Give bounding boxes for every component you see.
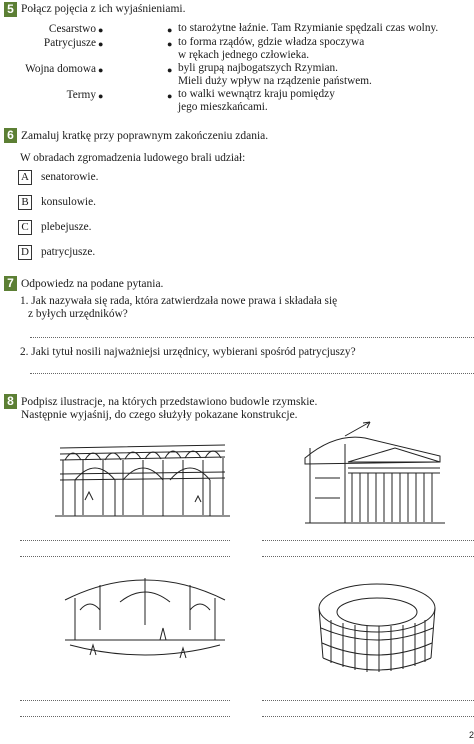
label-line-2b[interactable]: [262, 556, 474, 557]
label-line-2a[interactable]: [262, 540, 474, 541]
definition-2: [178, 36, 364, 61]
option-c-text: plebejusze.: [41, 221, 92, 233]
exercise-7-title: Odpowiedz na podane pytania.: [21, 278, 164, 290]
question-1: [20, 295, 337, 320]
answer-line-2[interactable]: [30, 373, 474, 374]
page-number: 2: [468, 730, 474, 740]
exercise-5-title: Połącz pojęcia z ich wyjaśnieniami.: [21, 3, 186, 15]
exercise-5-number: 5: [4, 2, 17, 17]
definition-line: to walki wewnątrz kraju pomiędzy: [178, 88, 335, 100]
label-line-3b[interactable]: [20, 716, 230, 717]
definition-dot[interactable]: ●: [167, 65, 173, 75]
exercise-6-title: Zamaluj kratkę przy poprawnym zakończeniu zdania.: [21, 130, 269, 142]
option-c-checkbox[interactable]: C: [18, 220, 32, 235]
definition-line: Mieli duży wpływ na rządzenie państwem.: [178, 74, 372, 87]
definition-dot[interactable]: ●: [167, 39, 173, 49]
definition-3: [178, 62, 372, 87]
exercise-7-number: 7: [4, 276, 17, 291]
question-1-line: 1. Jak nazywała się rada, która zatwierdzała nowe prawa i składała się: [20, 295, 338, 307]
term-cesarstwo: Cesarstwo: [48, 23, 96, 35]
term-termy: Termy: [66, 89, 96, 101]
label-line-3a[interactable]: [20, 700, 230, 701]
option-d-text: patrycjusze.: [41, 246, 96, 258]
option-a-checkbox[interactable]: A: [18, 170, 32, 185]
definition-line: to forma rządów, gdzie władza spoczywa: [178, 36, 365, 48]
exercise-8-number: 8: [4, 394, 17, 409]
definition-line: byli grupą najbogatszych Rzymian.: [178, 62, 338, 74]
term-dot[interactable]: ●: [98, 65, 104, 75]
definition-dot[interactable]: ●: [167, 91, 173, 101]
term-wojna-domowa: Wojna domowa: [25, 63, 96, 75]
option-b-checkbox[interactable]: B: [18, 195, 32, 210]
term-dot[interactable]: ●: [98, 25, 104, 35]
label-line-4b[interactable]: [262, 716, 474, 717]
pantheon-illustration: [300, 418, 450, 528]
definition-line: jego mieszkańcami.: [178, 100, 268, 113]
exercise-6-number: 6: [4, 128, 17, 143]
exercise-8-title-line: Podpisz ilustracje, na których przedstawiono budowle rzymskie.: [21, 396, 318, 408]
option-d-checkbox[interactable]: D: [18, 245, 32, 260]
option-a-text: senatorowie.: [41, 171, 99, 183]
question-2: [20, 346, 356, 359]
definition-dot[interactable]: ●: [167, 25, 173, 35]
colosseum-illustration: [315, 578, 440, 678]
question-1-line: z byłych urzędników?: [28, 307, 128, 320]
roman-baths-illustration: [60, 570, 230, 670]
definition-1: [178, 22, 438, 35]
question-2-line: 2. Jaki tytuł nosili najważniejsi urzędnicy, wybierani spośród patrycjuszy?: [20, 346, 356, 358]
label-line-1a[interactable]: [20, 540, 230, 541]
term-dot[interactable]: ●: [98, 91, 104, 101]
label-line-4a[interactable]: [262, 700, 474, 701]
exercise-8-title-line: Następnie wyjaśnij, do czego służyły pokazane konstrukcje.: [21, 408, 298, 421]
definition-4: [178, 88, 335, 113]
answer-line-1[interactable]: [30, 337, 474, 338]
term-dot[interactable]: ●: [98, 39, 104, 49]
option-b-text: konsulowie.: [41, 196, 96, 208]
exercise-6-prompt: W obradach zgromadzenia ludowego brali udział:: [20, 152, 246, 164]
term-patrycjusze: Patrycjusze: [43, 37, 96, 49]
exercise-8-title: [21, 396, 317, 421]
definition-line: to starożytne łaźnie. Tam Rzymianie spędzali czas wolny.: [178, 22, 439, 34]
definition-line: w rękach jednego człowieka.: [178, 48, 310, 61]
aqueduct-illustration: [55, 440, 235, 520]
label-line-1b[interactable]: [20, 556, 230, 557]
